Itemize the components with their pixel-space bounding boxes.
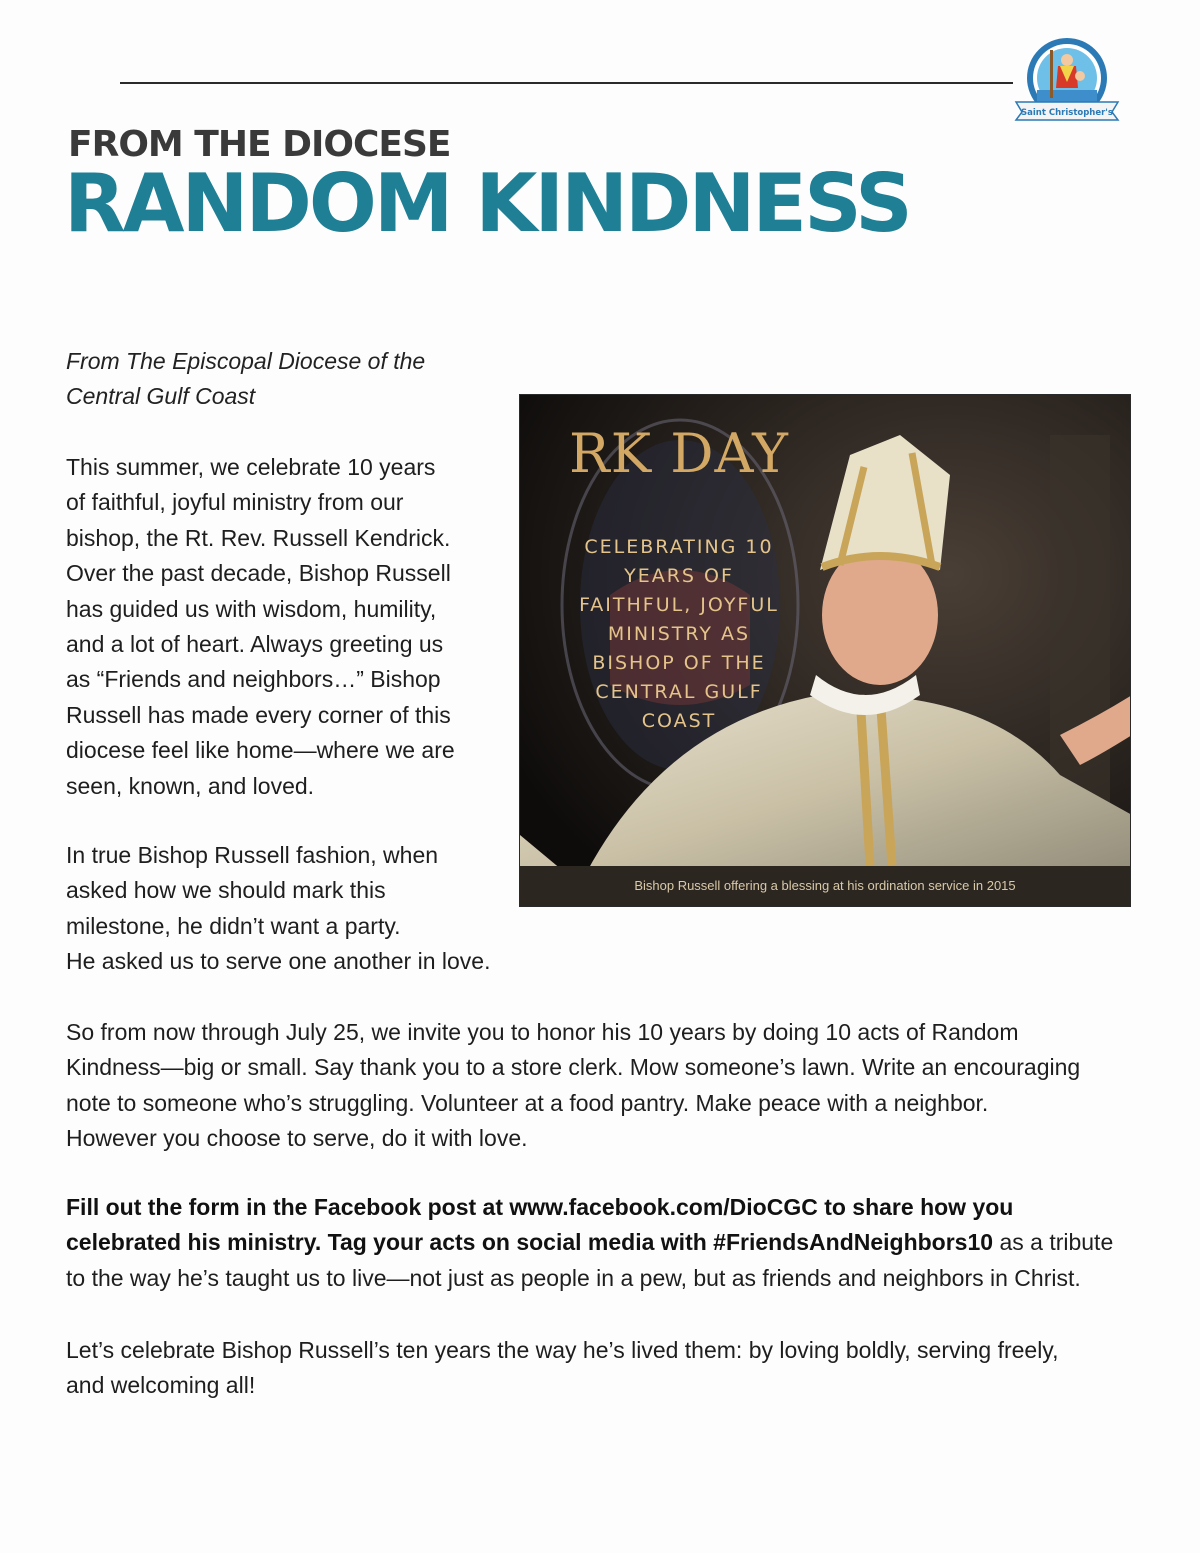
closing-paragraph — [66, 1333, 1161, 1404]
text-line: asked how we should mark this — [66, 877, 386, 904]
text-line: to the way he’s taught us to live—not just as people in a pew, but as friends and neighbors in Christ. — [66, 1264, 1081, 1291]
subtitle-line: BISHOP OF THE — [592, 652, 766, 674]
text-line: milestone, he didn’t want a party. — [66, 912, 401, 939]
text-line: seen, known, and loved. — [66, 772, 315, 799]
text-line: as a tribute — [993, 1229, 1114, 1256]
subtitle-line: COAST — [641, 710, 717, 732]
text-line: Kindness—big or small. Say thank you to a store clerk. Mow someone’s lawn. Write an encouraging — [66, 1054, 1081, 1081]
logo-text: Saint Christopher's — [1021, 108, 1113, 118]
text-line: He asked us to serve one another in love. — [66, 948, 491, 975]
text-line: Let’s celebrate Bishop Russell’s ten years the way he’s lived them: by loving boldly, serving freely, — [66, 1337, 1059, 1363]
text-line: as “Friends and neighbors…” Bishop — [66, 666, 441, 693]
text-line: So from now through July 25, we invite you to honor his 10 years by doing 10 acts of Random — [66, 1019, 1019, 1045]
subtitle-line: FAITHFUL, JOYFUL — [579, 594, 779, 616]
party-paragraph — [66, 838, 521, 980]
text-line: However you choose to serve, do it with love. — [66, 1125, 528, 1152]
subtitle-line: MINISTRY AS — [607, 623, 751, 645]
text-line: This summer, we celebrate 10 years — [66, 454, 436, 480]
rk-day-title: RK DAY — [569, 422, 789, 485]
byline-line: From The Episcopal Diocese of the — [66, 348, 426, 374]
subtitle-line: CENTRAL GULF — [595, 681, 763, 703]
text-line: bishop, the Rt. Rev. Russell Kendrick. — [66, 524, 451, 551]
text-line: and a lot of heart. Always greeting us — [66, 631, 444, 658]
byline — [66, 344, 506, 414]
subtitle-line: YEARS OF — [624, 565, 734, 587]
byline-line: Central Gulf Coast — [66, 383, 256, 409]
cta-bold-line: celebrated his ministry. Tag your acts on social media with #FriendsAndNeighbors10 — [66, 1229, 994, 1256]
invite-paragraph — [66, 1015, 1161, 1157]
text-line: note to someone who’s struggling. Volunteer at a food pantry. Make peace with a neighbor. — [66, 1089, 989, 1116]
text-line: In true Bishop Russell fashion, when — [66, 842, 439, 868]
cta-bold-line: Fill out the form in the Facebook post at www.facebook.com/DioCGC to share how you — [66, 1194, 1014, 1220]
text-line: Russell has made every corner of this — [66, 701, 451, 728]
section-kicker: FROM THE DIOCESE — [68, 124, 451, 165]
header-rule — [120, 82, 1013, 84]
subtitle-line: CELEBRATING 10 — [584, 536, 774, 558]
photo-caption: Bishop Russell offering a blessing at his ordination service in 2015 — [520, 866, 1130, 906]
text-line: diocese feel like home—where we are — [66, 737, 455, 764]
call-to-action-paragraph — [66, 1190, 1161, 1296]
bishop-photo — [519, 394, 1131, 907]
text-line: has guided us with wisdom, humility, — [66, 595, 437, 622]
text-line: of faithful, joyful ministry from our — [66, 489, 404, 516]
text-line: and welcoming all! — [66, 1372, 256, 1399]
saint-christophers-logo — [1014, 36, 1120, 128]
page-title: RANDOM KINDNESS — [64, 157, 910, 250]
rk-day-subtitle — [560, 533, 798, 736]
intro-paragraph — [66, 450, 506, 804]
text-line: Over the past decade, Bishop Russell — [66, 560, 451, 587]
